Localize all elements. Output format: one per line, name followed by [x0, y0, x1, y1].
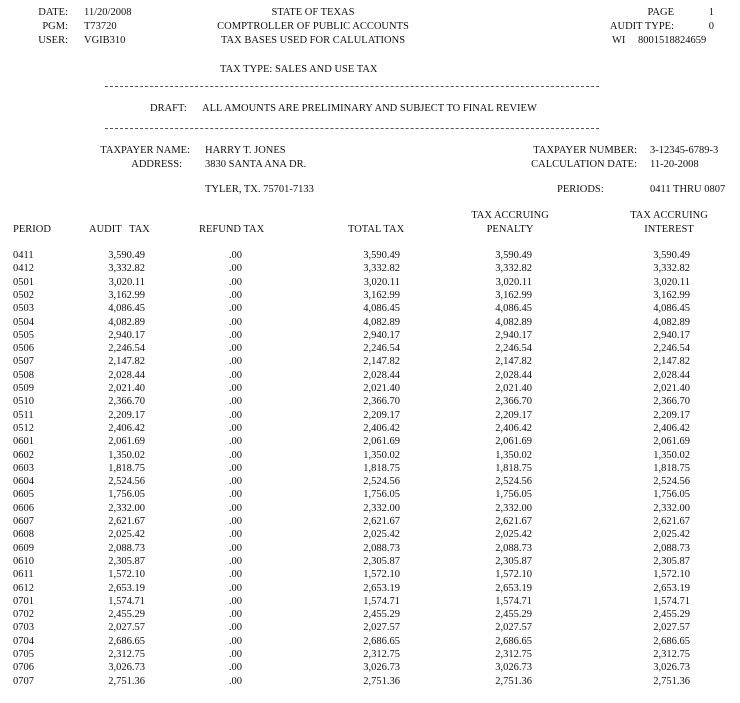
cell-period: 0511: [13, 409, 34, 421]
cell-refund-tax: .00: [228, 422, 242, 434]
taxpayer-address: 3830 SANTA ANA DR.: [205, 159, 307, 170]
cell-audit-tax: 2,027.57: [108, 622, 145, 634]
taxpayer-name-label: TAXPAYER NAME:: [100, 145, 190, 156]
cell-audit-tax: 4,086.45: [108, 303, 145, 315]
cell-refund-tax: .00: [228, 555, 242, 567]
cell-refund-tax: .00: [228, 289, 242, 301]
cell-audit-tax: 2,209.17: [108, 409, 145, 421]
audit-type-value: 0: [708, 21, 714, 32]
cell-audit-tax: 3,162.99: [108, 289, 145, 301]
column-header-penalty-line2: PENALTY: [486, 224, 534, 235]
cell-total-tax: 2,209.17: [363, 409, 400, 421]
column-header-refund-tax: REFUND TAX: [199, 224, 265, 235]
cell-refund-tax: .00: [228, 449, 242, 461]
cell-total-tax: 2,653.19: [363, 582, 400, 594]
cell-interest: 2,025.42: [653, 529, 690, 541]
date-label: DATE:: [38, 7, 68, 18]
cell-period: 0504: [13, 316, 34, 328]
cell-refund-tax: .00: [228, 329, 242, 341]
cell-total-tax: 2,061.69: [363, 436, 400, 448]
cell-interest: 2,366.70: [653, 396, 690, 408]
cell-period: 0503: [13, 303, 34, 315]
cell-penalty: 2,940.17: [495, 329, 532, 341]
cell-refund-tax: .00: [228, 462, 242, 474]
cell-interest: 3,020.11: [653, 276, 690, 288]
cell-period: 0603: [13, 462, 34, 474]
cell-refund-tax: .00: [228, 343, 242, 355]
cell-total-tax: 2,028.44: [363, 369, 400, 381]
cell-penalty: 2,305.87: [495, 555, 532, 567]
cell-penalty: 2,021.40: [495, 383, 532, 394]
cell-refund-tax: .00: [228, 635, 242, 647]
calculation-date: 11-20-2008: [650, 159, 699, 170]
cell-audit-tax: 1,350.02: [108, 449, 145, 461]
cell-penalty: 2,209.17: [495, 409, 532, 421]
cell-audit-tax: 2,147.82: [108, 356, 145, 368]
cell-penalty: 2,061.69: [495, 436, 532, 448]
cell-period: 0412: [13, 263, 34, 275]
column-header-interest-line1: TAX ACCRUING: [630, 210, 708, 221]
cell-interest: 4,086.45: [653, 303, 690, 315]
cell-period: 0602: [13, 449, 34, 461]
cell-refund-tax: .00: [228, 622, 242, 634]
cell-total-tax: 2,686.65: [363, 635, 400, 647]
cell-total-tax: 3,332.82: [363, 263, 400, 275]
cell-refund-tax: .00: [228, 476, 242, 488]
cell-audit-tax: 2,088.73: [108, 542, 145, 554]
cell-refund-tax: .00: [228, 582, 242, 594]
cell-period: 0512: [13, 422, 34, 434]
cell-period: 0702: [13, 609, 34, 621]
cell-interest: 2,455.29: [653, 609, 690, 621]
cell-audit-tax: 1,818.75: [108, 462, 145, 474]
cell-period: 0606: [13, 502, 34, 514]
audit-type-label: AUDIT TYPE:: [609, 21, 674, 32]
cell-interest: 2,209.17: [653, 409, 690, 421]
cell-audit-tax: 2,021.40: [108, 383, 145, 394]
periods-range: 0411 THRU 0807: [650, 184, 726, 195]
cell-interest: 2,751.36: [653, 675, 690, 687]
cell-interest: 2,940.17: [653, 329, 690, 341]
cell-refund-tax: .00: [228, 649, 242, 660]
cell-interest: 2,305.87: [653, 555, 690, 567]
cell-penalty: 2,366.70: [495, 396, 532, 408]
report-title-state: STATE OF TEXAS: [271, 7, 355, 18]
cell-interest: 2,686.65: [653, 635, 690, 647]
taxpayer-number-label: TAXPAYER NUMBER:: [533, 145, 637, 156]
cell-period: 0701: [13, 595, 34, 607]
cell-total-tax: 2,025.42: [363, 529, 400, 541]
cell-interest: 2,524.56: [653, 476, 690, 488]
cell-audit-tax: 3,332.82: [108, 263, 145, 275]
cell-penalty: 2,621.67: [495, 516, 532, 527]
cell-refund-tax: .00: [228, 396, 242, 408]
cell-audit-tax: 1,572.10: [108, 569, 145, 581]
cell-interest: 1,756.05: [653, 489, 690, 501]
cell-total-tax: 1,756.05: [363, 489, 400, 501]
cell-total-tax: 1,572.10: [363, 569, 400, 581]
cell-total-tax: 1,350.02: [363, 449, 400, 461]
cell-penalty: 4,082.89: [495, 316, 532, 328]
cell-interest: 2,147.82: [653, 356, 690, 368]
user-id: VGIB310: [84, 35, 126, 46]
cell-total-tax: 2,621.67: [363, 516, 400, 527]
cell-total-tax: 2,366.70: [363, 396, 400, 408]
column-header-period: PERIOD: [13, 224, 51, 235]
cell-period: 0507: [13, 356, 34, 368]
cell-interest: 1,818.75: [653, 462, 690, 474]
cell-period: 0601: [13, 436, 34, 448]
column-header-audit-tax: AUDIT TAX: [89, 224, 150, 235]
cell-total-tax: 3,026.73: [363, 662, 400, 674]
taxpayer-city: TYLER, TX. 75701-7133: [205, 184, 314, 195]
divider-top: [105, 86, 599, 87]
report-title-agency: COMPTROLLER OF PUBLIC ACCOUNTS: [217, 21, 409, 32]
cell-audit-tax: 2,312.75: [108, 649, 145, 660]
cell-interest: 2,406.42: [653, 422, 690, 434]
periods-label: PERIODS:: [557, 184, 604, 195]
cell-period: 0612: [13, 582, 34, 594]
cell-interest: 1,574.71: [653, 595, 690, 607]
cell-penalty: 2,312.75: [495, 649, 532, 660]
cell-interest: 1,350.02: [653, 449, 690, 461]
program-id: T73720: [84, 21, 117, 32]
cell-total-tax: 2,027.57: [363, 622, 400, 634]
cell-refund-tax: .00: [228, 502, 242, 514]
draft-notice: ALL AMOUNTS ARE PRELIMINARY AND SUBJECT TO FINAL REVIEW: [202, 103, 537, 114]
cell-penalty: 2,025.42: [495, 529, 532, 541]
cell-penalty: 1,818.75: [495, 462, 532, 474]
cell-penalty: 2,088.73: [495, 542, 532, 554]
cell-penalty: 3,162.99: [495, 289, 532, 301]
cell-period: 0611: [13, 569, 34, 581]
column-header-total-tax: TOTAL TAX: [348, 224, 405, 235]
cell-interest: 2,246.54: [653, 343, 690, 355]
cell-audit-tax: 3,026.73: [108, 662, 145, 674]
cell-refund-tax: .00: [228, 369, 242, 381]
cell-period: 0508: [13, 369, 34, 381]
column-header-interest-line2: INTEREST: [644, 224, 694, 235]
divider-bottom: [105, 128, 599, 129]
cell-period: 0509: [13, 383, 34, 394]
cell-total-tax: 2,312.75: [363, 649, 400, 660]
cell-interest: 2,027.57: [653, 622, 690, 634]
cell-interest: 2,061.69: [653, 436, 690, 448]
cell-period: 0706: [13, 662, 34, 674]
cell-refund-tax: .00: [228, 383, 242, 394]
cell-penalty: 1,756.05: [495, 489, 532, 501]
cell-audit-tax: 2,061.69: [108, 436, 145, 448]
wi-label: WI: [612, 35, 626, 46]
cell-audit-tax: 2,940.17: [108, 329, 145, 341]
cell-refund-tax: .00: [228, 609, 242, 621]
cell-total-tax: 2,332.00: [363, 502, 400, 514]
cell-penalty: 2,406.42: [495, 422, 532, 434]
cell-audit-tax: 2,621.67: [108, 516, 145, 527]
taxpayer-name: HARRY T. JONES: [205, 145, 286, 156]
cell-penalty: 3,590.49: [495, 250, 532, 261]
cell-period: 0703: [13, 622, 34, 634]
cell-audit-tax: 1,574.71: [108, 595, 145, 607]
tax-type: TAX TYPE: SALES AND USE TAX: [220, 64, 378, 75]
cell-total-tax: 2,751.36: [363, 675, 400, 687]
cell-interest: 3,332.82: [653, 263, 690, 275]
cell-audit-tax: 2,246.54: [108, 343, 145, 355]
cell-period: 0510: [13, 396, 34, 408]
cell-refund-tax: .00: [228, 489, 242, 501]
cell-interest: 2,088.73: [653, 542, 690, 554]
taxpayer-number: 3-12345-6789-3: [650, 145, 719, 156]
cell-period: 0704: [13, 635, 34, 647]
report-date: 11/20/2008: [84, 7, 132, 18]
cell-total-tax: 2,940.17: [363, 329, 400, 341]
cell-interest: 3,026.73: [653, 662, 690, 674]
cell-audit-tax: 2,028.44: [108, 369, 145, 381]
cell-penalty: 2,653.19: [495, 582, 532, 594]
cell-audit-tax: 2,366.70: [108, 396, 145, 408]
cell-interest: 3,590.49: [653, 250, 690, 261]
cell-audit-tax: 3,590.49: [108, 250, 145, 261]
cell-total-tax: 2,147.82: [363, 356, 400, 368]
cell-penalty: 3,332.82: [495, 263, 532, 275]
cell-audit-tax: 4,082.89: [108, 316, 145, 328]
cell-total-tax: 2,088.73: [363, 542, 400, 554]
cell-refund-tax: .00: [228, 356, 242, 368]
cell-audit-tax: 2,455.29: [108, 609, 145, 621]
cell-refund-tax: .00: [228, 675, 242, 687]
cell-interest: 2,332.00: [653, 502, 690, 514]
cell-refund-tax: .00: [228, 662, 242, 674]
cell-total-tax: 4,082.89: [363, 316, 400, 328]
cell-refund-tax: .00: [228, 595, 242, 607]
cell-audit-tax: 2,025.42: [108, 529, 145, 541]
cell-refund-tax: .00: [228, 276, 242, 288]
cell-total-tax: 3,162.99: [363, 289, 400, 301]
cell-period: 0502: [13, 289, 34, 301]
cell-period: 0610: [13, 555, 34, 567]
cell-refund-tax: .00: [228, 542, 242, 554]
cell-period: 0505: [13, 329, 34, 341]
cell-interest: 4,082.89: [653, 316, 690, 328]
cell-penalty: 1,574.71: [495, 595, 532, 607]
cell-total-tax: 2,524.56: [363, 476, 400, 488]
cell-penalty: 2,686.65: [495, 635, 532, 647]
cell-total-tax: 4,086.45: [363, 303, 400, 315]
cell-period: 0501: [13, 276, 34, 288]
cell-refund-tax: .00: [228, 263, 242, 275]
cell-penalty: 2,246.54: [495, 343, 532, 355]
cell-interest: 2,028.44: [653, 369, 690, 381]
cell-refund-tax: .00: [228, 409, 242, 421]
cell-penalty: 1,350.02: [495, 449, 532, 461]
cell-interest: 3,162.99: [653, 289, 690, 301]
cell-interest: 2,021.40: [653, 383, 690, 394]
cell-total-tax: 2,021.40: [363, 383, 400, 394]
cell-audit-tax: 2,305.87: [108, 555, 145, 567]
cell-interest: 2,621.67: [653, 516, 690, 527]
calculation-date-label: CALCULATION DATE:: [531, 159, 637, 170]
cell-refund-tax: .00: [228, 250, 242, 261]
draft-label: DRAFT:: [150, 103, 187, 114]
cell-refund-tax: .00: [228, 516, 242, 527]
cell-penalty: 2,455.29: [495, 609, 532, 621]
wi-number: 8001518824659: [638, 35, 707, 46]
cell-audit-tax: 2,653.19: [108, 582, 145, 594]
cell-total-tax: 2,455.29: [363, 609, 400, 621]
cell-penalty: 2,028.44: [495, 369, 532, 381]
cell-penalty: 2,147.82: [495, 356, 532, 368]
cell-audit-tax: 2,751.36: [108, 675, 145, 687]
cell-interest: 2,312.75: [653, 649, 690, 660]
cell-total-tax: 2,406.42: [363, 422, 400, 434]
cell-penalty: 2,524.56: [495, 476, 532, 488]
cell-penalty: 3,020.11: [495, 276, 532, 288]
address-label: ADDRESS:: [131, 159, 182, 170]
cell-total-tax: 1,574.71: [363, 595, 400, 607]
cell-period: 0707: [13, 675, 34, 687]
column-header-penalty-line1: TAX ACCRUING: [471, 210, 549, 221]
page-number: 1: [708, 7, 714, 18]
cell-audit-tax: 2,332.00: [108, 502, 145, 514]
cell-audit-tax: 1,756.05: [108, 489, 145, 501]
cell-refund-tax: .00: [228, 529, 242, 541]
cell-total-tax: 2,305.87: [363, 555, 400, 567]
user-label: USER:: [38, 35, 68, 46]
report-title: TAX BASES USED FOR CALULATIONS: [220, 35, 406, 46]
cell-refund-tax: .00: [228, 303, 242, 315]
cell-total-tax: 2,246.54: [363, 343, 400, 355]
cell-audit-tax: 2,686.65: [108, 635, 145, 647]
cell-total-tax: 1,818.75: [363, 462, 400, 474]
cell-penalty: 1,572.10: [495, 569, 532, 581]
cell-penalty: 2,027.57: [495, 622, 532, 634]
cell-audit-tax: 3,020.11: [108, 276, 145, 288]
cell-total-tax: 3,020.11: [363, 276, 400, 288]
cell-period: 0608: [13, 529, 34, 541]
cell-period: 0607: [13, 516, 34, 527]
pgm-label: PGM:: [42, 21, 68, 32]
cell-period: 0609: [13, 542, 34, 554]
cell-total-tax: 3,590.49: [363, 250, 400, 261]
cell-penalty: 2,751.36: [495, 675, 532, 687]
cell-refund-tax: .00: [228, 436, 242, 448]
cell-penalty: 3,026.73: [495, 662, 532, 674]
cell-penalty: 2,332.00: [495, 502, 532, 514]
cell-period: 0705: [13, 649, 34, 660]
cell-period: 0506: [13, 343, 34, 355]
cell-period: 0604: [13, 476, 34, 488]
cell-audit-tax: 2,406.42: [108, 422, 145, 434]
cell-period: 0605: [13, 489, 34, 501]
cell-penalty: 4,086.45: [495, 303, 532, 315]
cell-refund-tax: .00: [228, 569, 242, 581]
cell-interest: 1,572.10: [653, 569, 690, 581]
cell-audit-tax: 2,524.56: [108, 476, 145, 488]
page-label: PAGE: [647, 7, 674, 18]
cell-interest: 2,653.19: [653, 582, 690, 594]
cell-refund-tax: .00: [228, 316, 242, 328]
cell-period: 0411: [13, 250, 34, 261]
